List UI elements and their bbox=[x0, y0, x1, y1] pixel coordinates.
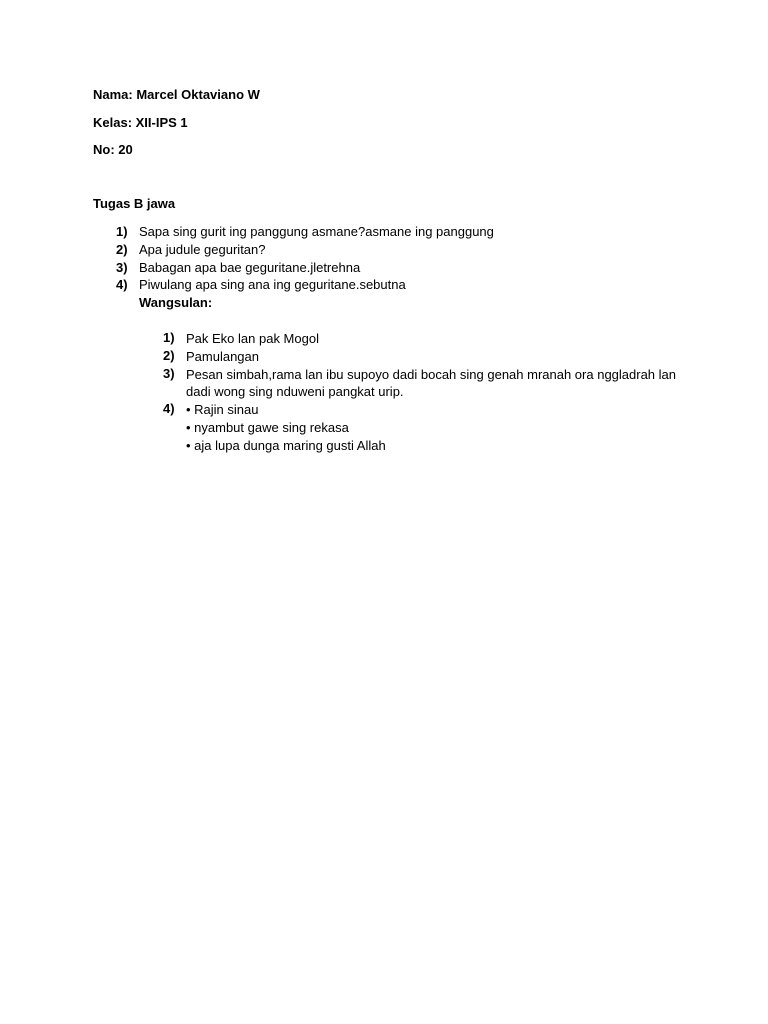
answer-number: 1) bbox=[163, 330, 175, 345]
answer-text: Pamulangan bbox=[186, 348, 259, 364]
question-text: Babagan apa bae geguritane.jletrehna bbox=[139, 259, 361, 275]
question-list bbox=[93, 224, 713, 313]
answer-number: 4) bbox=[163, 401, 175, 417]
answer-text: Pak Eko lan pak Mogol bbox=[186, 331, 319, 346]
question-number: 4) bbox=[116, 277, 128, 293]
question-text: Sapa sing gurit ing panggung asmane?asmane ing panggung bbox=[139, 224, 494, 239]
student-number: No: 20 bbox=[93, 142, 133, 157]
answers-heading: Wangsulan: bbox=[139, 295, 213, 311]
answer-text: Pesan simbah,rama lan ibu supoyo dadi bocah sing genah mranah ora nggladrah lan dadi wong sing nduweni pangkat urip. bbox=[186, 366, 676, 400]
question-text: Apa judule geguritan? bbox=[139, 241, 266, 257]
answer-list bbox=[140, 330, 680, 455]
answer-number: 3) bbox=[163, 365, 175, 381]
question-item bbox=[93, 242, 713, 260]
answer-bullet: • nyambut gawe sing rekasa bbox=[186, 419, 349, 435]
answer-item bbox=[140, 401, 680, 454]
answer-item bbox=[140, 366, 680, 402]
answer-bullet-list bbox=[186, 401, 680, 454]
question-item bbox=[93, 277, 713, 295]
question-item bbox=[93, 224, 713, 242]
question-item bbox=[93, 260, 713, 278]
question-number: 3) bbox=[116, 259, 128, 275]
question-number: 1) bbox=[116, 224, 128, 239]
answer-item bbox=[140, 348, 680, 366]
answers-heading-row bbox=[93, 295, 713, 313]
answer-number: 2) bbox=[163, 347, 175, 363]
answer-bullet: • aja lupa dunga maring gusti Allah bbox=[186, 437, 386, 453]
question-text: Piwulang apa sing ana ing geguritane.sebutna bbox=[139, 277, 406, 293]
answer-bullet: • Rajin sinau bbox=[186, 402, 259, 418]
answer-item bbox=[140, 330, 680, 348]
student-class: Kelas: XII-IPS 1 bbox=[93, 115, 188, 130]
question-number: 2) bbox=[116, 241, 128, 257]
student-name: Nama: Marcel Oktaviano W bbox=[93, 87, 260, 102]
assignment-title: Tugas B jawa bbox=[93, 196, 176, 211]
